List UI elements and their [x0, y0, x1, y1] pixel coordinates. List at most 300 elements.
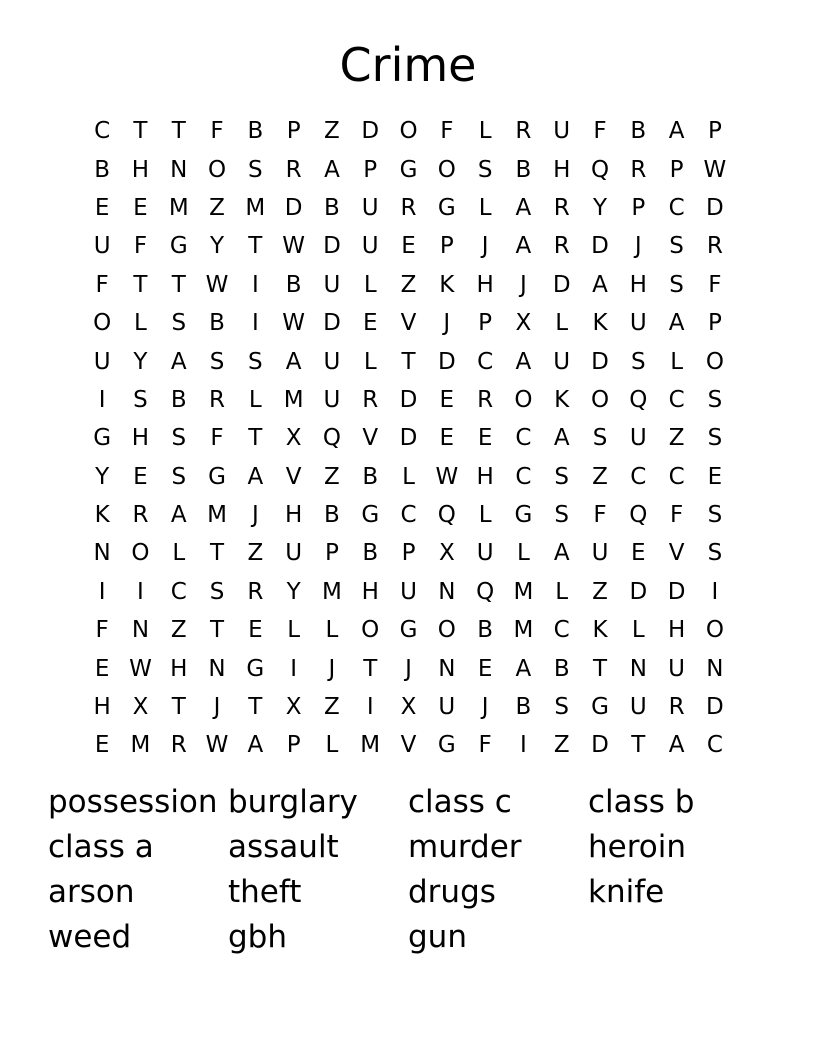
grid-letter: C: [630, 463, 647, 490]
grid-letter: U: [93, 348, 111, 375]
grid-letter: N: [629, 655, 647, 682]
grid-row: [83, 304, 734, 342]
grid-letter: R: [668, 694, 685, 721]
grid-letter: M: [207, 502, 227, 529]
grid-letter: R: [132, 502, 149, 529]
grid-letter: G: [437, 194, 456, 221]
grid-row: [83, 112, 734, 150]
grid-letter: I: [251, 310, 259, 337]
grid-letter: Z: [324, 463, 340, 490]
grid-letter: M: [130, 732, 151, 759]
grid-letter: R: [209, 386, 226, 413]
grid-letter: H: [476, 463, 494, 490]
grid-letter: F: [708, 271, 722, 298]
word-list: [48, 780, 768, 960]
grid-letter: C: [400, 502, 417, 529]
grid-letter: S: [707, 386, 723, 413]
grid-letter: E: [707, 463, 723, 490]
grid-letter: H: [93, 694, 111, 721]
grid-letter: A: [592, 271, 608, 298]
grid-letter: V: [400, 732, 417, 759]
grid-letter: O: [705, 617, 724, 644]
grid-letter: O: [207, 156, 227, 183]
grid-letter: B: [515, 156, 532, 183]
grid-letter: W: [282, 233, 305, 260]
grid-letter: D: [591, 233, 609, 260]
grid-letter: A: [515, 194, 532, 221]
grid-letter: M: [513, 578, 534, 605]
grid-letter: W: [205, 732, 229, 759]
word-list-item: drugs: [408, 874, 496, 910]
grid-letter: N: [208, 655, 226, 682]
grid-row: [83, 189, 734, 227]
grid-letter: S: [669, 271, 684, 298]
grid-letter: U: [629, 425, 647, 452]
grid-letter: P: [478, 310, 493, 337]
grid-letter: T: [592, 655, 608, 682]
grid-letter: S: [707, 540, 723, 567]
grid-letter: T: [171, 271, 186, 298]
grid-letter: K: [94, 502, 110, 529]
grid-letter: P: [286, 732, 301, 759]
grid-letter: R: [362, 386, 379, 413]
grid-letter: S: [707, 502, 723, 529]
grid-letter: L: [555, 310, 569, 337]
word-list-item: arson: [48, 874, 135, 910]
word-search-grid: [83, 112, 734, 765]
grid-letter: J: [634, 233, 642, 260]
grid-letter: O: [590, 386, 610, 413]
grid-letter: Q: [437, 502, 456, 529]
grid-letter: D: [399, 386, 418, 413]
grid-letter: L: [325, 732, 339, 759]
grid-letter: C: [515, 463, 532, 490]
grid-letter: D: [591, 732, 609, 759]
grid-letter: F: [95, 617, 109, 644]
grid-letter: G: [591, 694, 609, 721]
grid-letter: U: [361, 194, 379, 221]
grid-letter: C: [706, 732, 723, 759]
grid-letter: D: [437, 348, 456, 375]
grid-letter: A: [553, 425, 570, 452]
grid-letter: U: [323, 271, 341, 298]
grid-letter: L: [134, 310, 147, 337]
grid-letter: J: [328, 655, 336, 682]
grid-letter: S: [631, 348, 646, 375]
grid-letter: S: [554, 502, 570, 529]
grid-letter: S: [209, 578, 225, 605]
grid-letter: F: [593, 502, 607, 529]
grid-letter: Q: [590, 156, 610, 183]
grid-letter: C: [668, 194, 685, 221]
grid-letter: R: [400, 194, 417, 221]
grid-letter: I: [290, 655, 298, 682]
grid-letter: C: [668, 463, 685, 490]
grid-letter: L: [478, 194, 492, 221]
grid-letter: E: [94, 732, 110, 759]
grid-letter: A: [668, 310, 685, 337]
grid-letter: A: [170, 348, 187, 375]
word-list-item: burglary: [228, 784, 358, 820]
grid-letter: L: [478, 118, 492, 145]
grid-letter: A: [285, 348, 302, 375]
grid-letter: P: [286, 118, 301, 145]
grid-letter: J: [481, 694, 489, 721]
grid-letter: L: [478, 502, 492, 529]
grid-letter: B: [477, 617, 493, 644]
grid-letter: N: [170, 156, 188, 183]
grid-letter: O: [705, 348, 724, 375]
grid-letter: B: [209, 310, 225, 337]
grid-letter: A: [247, 732, 264, 759]
grid-letter: U: [668, 655, 686, 682]
grid-letter: U: [400, 578, 417, 605]
grid-letter: A: [247, 463, 264, 490]
grid-row: [83, 227, 734, 265]
grid-letter: L: [670, 348, 684, 375]
grid-letter: D: [361, 118, 380, 145]
grid-letter: P: [669, 156, 684, 183]
grid-letter: N: [93, 540, 111, 567]
grid-letter: Q: [322, 425, 341, 452]
grid-letter: B: [247, 118, 264, 145]
grid-letter: T: [248, 233, 263, 260]
grid-letter: K: [592, 310, 608, 337]
grid-letter: E: [248, 617, 263, 644]
grid-letter: J: [520, 271, 527, 298]
grid-letter: B: [94, 156, 111, 183]
grid-letter: U: [591, 540, 609, 567]
grid-letter: Z: [170, 617, 187, 644]
grid-letter: I: [98, 386, 106, 413]
grid-letter: H: [131, 156, 150, 183]
grid-letter: R: [477, 386, 494, 413]
grid-row: [83, 649, 734, 687]
grid-letter: O: [437, 156, 456, 183]
grid-letter: U: [361, 233, 379, 260]
grid-row: [83, 342, 734, 380]
grid-letter: Y: [95, 463, 110, 490]
grid-letter: E: [477, 425, 493, 452]
grid-letter: W: [282, 310, 305, 337]
grid-letter: S: [133, 386, 148, 413]
grid-letter: G: [169, 233, 188, 260]
grid-letter: Q: [629, 386, 648, 413]
word-list-item: gbh: [228, 919, 288, 955]
grid-letter: X: [285, 694, 302, 721]
grid-letter: B: [553, 655, 570, 682]
grid-letter: B: [170, 386, 187, 413]
grid-letter: R: [285, 156, 302, 183]
grid-letter: S: [554, 694, 570, 721]
grid-letter: D: [323, 310, 341, 337]
grid-letter: K: [554, 386, 570, 413]
grid-letter: D: [284, 194, 303, 221]
grid-letter: F: [440, 118, 454, 145]
grid-letter: T: [401, 348, 416, 375]
grid-letter: U: [323, 348, 341, 375]
grid-letter: R: [515, 118, 532, 145]
grid-letter: D: [591, 348, 609, 375]
grid-letter: S: [171, 463, 187, 490]
grid-row: [83, 458, 734, 496]
word-list-item: murder: [408, 829, 522, 865]
grid-letter: B: [515, 694, 532, 721]
grid-letter: D: [629, 578, 648, 605]
grid-letter: C: [94, 118, 111, 145]
grid-letter: V: [400, 310, 417, 337]
grid-letter: Q: [629, 502, 648, 529]
grid-letter: M: [360, 732, 381, 759]
grid-letter: S: [554, 463, 570, 490]
grid-letter: I: [366, 694, 374, 721]
grid-letter: H: [629, 271, 647, 298]
grid-letter: Z: [592, 463, 608, 490]
grid-letter: T: [133, 271, 148, 298]
grid-letter: G: [208, 463, 226, 490]
grid-letter: E: [631, 540, 646, 567]
grid-letter: H: [284, 502, 303, 529]
grid-letter: D: [399, 425, 418, 452]
grid-letter: C: [170, 578, 187, 605]
grid-letter: H: [361, 578, 379, 605]
grid-letter: V: [362, 425, 379, 452]
grid-letter: K: [439, 271, 455, 298]
grid-letter: A: [668, 732, 685, 759]
grid-letter: L: [363, 348, 377, 375]
grid-letter: S: [592, 425, 608, 452]
grid-letter: C: [553, 617, 570, 644]
grid-letter: B: [285, 271, 302, 298]
grid-letter: U: [323, 386, 341, 413]
grid-letter: B: [324, 502, 340, 529]
grid-letter: L: [172, 540, 186, 567]
grid-letter: V: [668, 540, 685, 567]
word-list-item: possession: [48, 784, 218, 820]
grid-letter: B: [324, 194, 340, 221]
grid-letter: P: [401, 540, 416, 567]
grid-letter: Q: [476, 578, 495, 605]
grid-letter: N: [131, 617, 150, 644]
grid-letter: N: [706, 655, 724, 682]
grid-letter: C: [668, 386, 685, 413]
grid-letter: W: [129, 655, 152, 682]
grid-letter: M: [322, 578, 342, 605]
grid-letter: H: [667, 617, 686, 644]
grid-letter: T: [210, 617, 225, 644]
grid-letter: N: [438, 578, 456, 605]
grid-letter: A: [515, 348, 532, 375]
word-list-item: assault: [228, 829, 339, 865]
grid-letter: S: [248, 156, 263, 183]
grid-row: [83, 611, 734, 649]
grid-letter: U: [629, 694, 647, 721]
grid-letter: N: [438, 655, 456, 682]
grid-letter: O: [514, 386, 533, 413]
grid-letter: U: [476, 540, 494, 567]
grid-letter: D: [552, 271, 571, 298]
grid-letter: L: [402, 463, 415, 490]
grid-letter: L: [555, 578, 569, 605]
grid-letter: F: [593, 118, 607, 145]
grid-letter: A: [515, 233, 532, 260]
grid-letter: F: [210, 425, 224, 452]
grid-letter: T: [248, 694, 263, 721]
grid-letter: A: [668, 118, 685, 145]
grid-letter: E: [401, 233, 416, 260]
grid-letter: A: [515, 655, 532, 682]
grid-row: [83, 573, 734, 611]
grid-letter: S: [171, 310, 187, 337]
grid-letter: W: [205, 271, 229, 298]
grid-letter: O: [437, 617, 456, 644]
grid-letter: A: [170, 502, 187, 529]
grid-letter: U: [553, 118, 571, 145]
grid-letter: I: [137, 578, 144, 605]
grid-letter: L: [325, 617, 339, 644]
grid-row: [83, 688, 734, 726]
grid-letter: I: [251, 271, 259, 298]
grid-letter: J: [443, 310, 451, 337]
grid-letter: E: [439, 386, 455, 413]
grid-letter: G: [93, 425, 112, 452]
grid-letter: O: [399, 118, 418, 145]
word-list-item: weed: [48, 919, 132, 955]
grid-letter: R: [706, 233, 723, 260]
grid-letter: U: [438, 694, 456, 721]
grid-row: [83, 534, 734, 572]
grid-letter: E: [133, 194, 148, 221]
grid-letter: Z: [553, 732, 570, 759]
grid-letter: H: [131, 425, 150, 452]
grid-letter: Y: [210, 233, 225, 260]
grid-letter: G: [437, 732, 456, 759]
grid-letter: L: [287, 617, 301, 644]
grid-letter: W: [435, 463, 459, 490]
grid-letter: T: [631, 732, 646, 759]
grid-letter: E: [94, 194, 110, 221]
grid-letter: G: [246, 655, 265, 682]
grid-letter: Z: [668, 425, 685, 452]
grid-letter: L: [363, 271, 377, 298]
grid-letter: X: [438, 540, 455, 567]
grid-letter: F: [133, 233, 148, 260]
grid-letter: H: [476, 271, 494, 298]
grid-row: [83, 381, 734, 419]
grid-letter: S: [171, 425, 187, 452]
grid-letter: I: [711, 578, 719, 605]
grid-letter: E: [133, 463, 148, 490]
grid-letter: J: [481, 233, 489, 260]
grid-letter: J: [213, 694, 221, 721]
grid-letter: I: [98, 578, 106, 605]
grid-row: [83, 266, 734, 304]
grid-letter: H: [170, 655, 188, 682]
grid-letter: E: [362, 310, 378, 337]
grid-letter: Y: [133, 348, 148, 375]
grid-letter: M: [168, 194, 189, 221]
grid-letter: Z: [247, 540, 264, 567]
grid-letter: C: [515, 425, 532, 452]
grid-letter: Y: [592, 194, 608, 221]
grid-letter: F: [478, 732, 492, 759]
grid-letter: D: [706, 194, 724, 221]
grid-letter: O: [131, 540, 150, 567]
grid-letter: M: [245, 194, 266, 221]
grid-letter: E: [439, 425, 455, 452]
grid-letter: O: [93, 310, 112, 337]
grid-letter: P: [363, 156, 378, 183]
word-list-item: class b: [588, 784, 695, 820]
grid-letter: T: [171, 694, 186, 721]
grid-letter: A: [553, 540, 570, 567]
word-list-item: theft: [228, 874, 302, 910]
grid-letter: S: [209, 348, 225, 375]
grid-letter: X: [132, 694, 149, 721]
grid-letter: O: [361, 617, 380, 644]
grid-letter: T: [210, 540, 225, 567]
grid-letter: T: [133, 118, 148, 145]
word-list-item: heroin: [588, 829, 687, 865]
grid-letter: P: [324, 540, 339, 567]
grid-letter: F: [669, 502, 684, 529]
grid-letter: Z: [324, 694, 340, 721]
grid-letter: E: [477, 655, 493, 682]
grid-letter: Z: [324, 118, 340, 145]
grid-letter: U: [553, 348, 571, 375]
grid-letter: Z: [592, 578, 608, 605]
grid-letter: Z: [209, 194, 225, 221]
grid-letter: S: [248, 348, 263, 375]
grid-letter: U: [93, 233, 111, 260]
page-title: Crime: [339, 38, 477, 92]
word-list-item: gun: [408, 919, 467, 955]
grid-letter: S: [707, 425, 723, 452]
grid-letter: F: [210, 118, 224, 145]
grid-letter: W: [703, 156, 727, 183]
grid-letter: D: [667, 578, 686, 605]
grid-letter: J: [251, 502, 259, 529]
grid-letter: D: [323, 233, 341, 260]
grid-letter: F: [95, 271, 109, 298]
grid-letter: I: [520, 732, 527, 759]
grid-letter: K: [592, 617, 608, 644]
grid-letter: P: [707, 118, 722, 145]
grid-letter: R: [630, 156, 647, 183]
grid-letter: Z: [400, 271, 417, 298]
grid-letter: L: [631, 617, 645, 644]
grid-row: [83, 726, 734, 764]
grid-letter: L: [517, 540, 530, 567]
grid-letter: L: [248, 386, 262, 413]
grid-letter: M: [283, 386, 304, 413]
grid-letter: S: [669, 233, 684, 260]
grid-letter: H: [553, 156, 571, 183]
grid-letter: Y: [286, 578, 301, 605]
grid-letter: R: [553, 233, 570, 260]
grid-letter: X: [400, 694, 417, 721]
grid-row: [83, 419, 734, 457]
grid-letter: B: [362, 463, 379, 490]
grid-letter: G: [361, 502, 380, 529]
grid-letter: X: [515, 310, 532, 337]
grid-letter: G: [399, 617, 418, 644]
grid-letter: U: [285, 540, 303, 567]
word-list-item: class c: [408, 784, 512, 820]
grid-letter: G: [399, 156, 418, 183]
grid-letter: R: [170, 732, 187, 759]
grid-row: [83, 150, 734, 188]
